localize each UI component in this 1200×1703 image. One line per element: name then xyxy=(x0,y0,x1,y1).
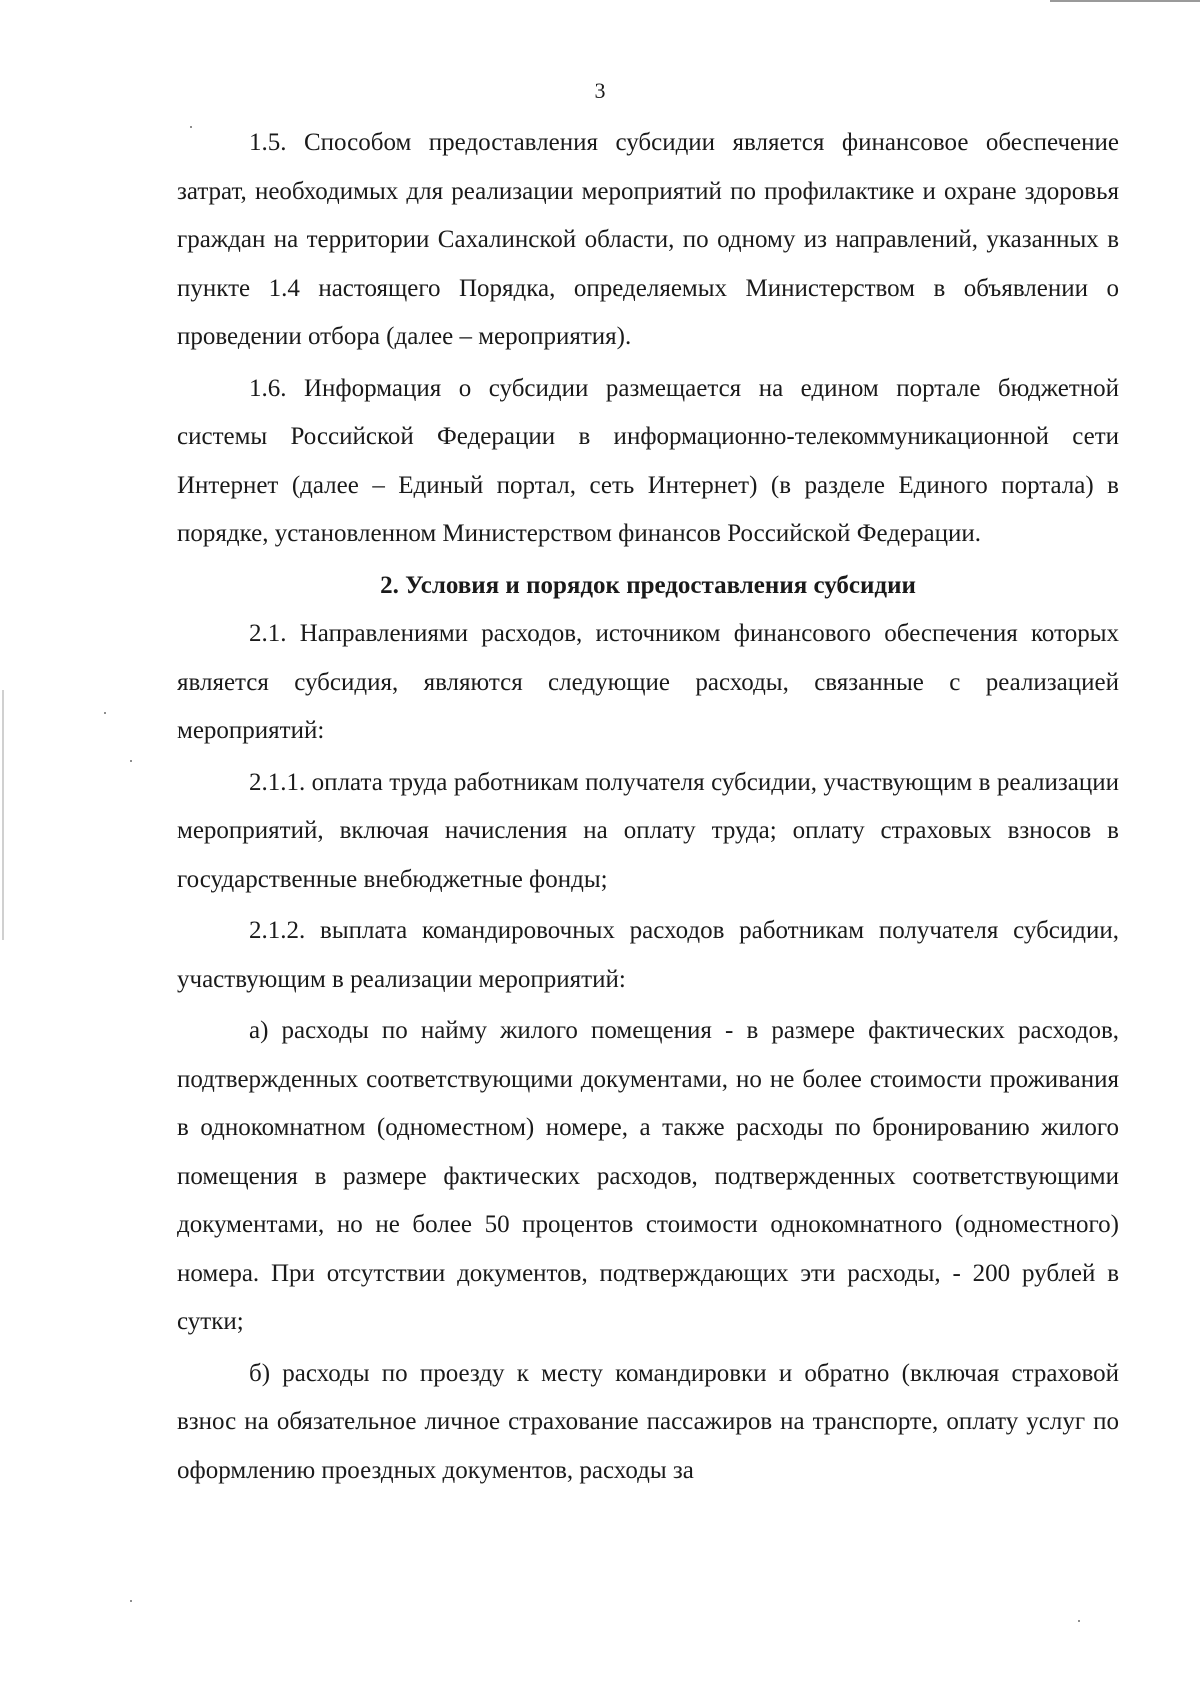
paragraph-2-1-2-a: а) расходы по найму жилого помещения - в размере фактических расходов, подтвержденных соответствующими документами, но не более стоимости проживания в однокомнатном (одноместном) номере, а также расходы по бронированию жилого помещения в размере фактических расходов, подтвержденных соответствующими документами, но не более 50 процентов стоимости однокомнатного (одноместного) номера. При отсутствии документов, подтверждающих эти расходы, - 200 рублей в сутки; xyxy=(177,1017,1119,1335)
paragraph-2-1-1: 2.1.1. оплата труда работникам получателя субсидии, участвующим в реализации мероприятий, включая начисления на оплату труда; оплату страховых взносов в государственные внебюджетные фонды; xyxy=(177,768,1119,893)
scan-speck xyxy=(130,760,132,762)
scan-speck xyxy=(104,712,106,714)
scan-edge-line xyxy=(1050,0,1200,2)
paragraph-2-1-2: 2.1.2. выплата командировочных расходов работникам получателя субсидии, участвующим в реализации мероприятий: xyxy=(177,917,1119,993)
section-heading: 2. Условия и порядок предоставления субсидии xyxy=(380,571,916,599)
paragraph-1-6: 1.6. Информация о субсидии размещается на едином портале бюджетной системы Российской Федерации в информационно-телекоммуникационной сети Интернет (далее – Единый портал, сеть Интернет) (в разделе Единого портала) в порядке, установленном Министерством финансов Российской Федерации. xyxy=(177,374,1119,547)
scan-speck xyxy=(1078,1620,1080,1622)
paragraph-2-1: 2.1. Направлениями расходов, источником финансового обеспечения которых является субсидия, являются следующие расходы, связанные с реализацией мероприятий: xyxy=(177,620,1119,744)
page-number: 3 xyxy=(594,78,606,103)
document-body xyxy=(177,119,1119,1495)
paragraph-2-1-2-b: б) расходы по проезду к месту командировки и обратно (включая страховой взнос на обязательное личное страхование пассажиров на транспорте, оплату услуг по оформлению проездных документов, расходы за xyxy=(177,1359,1119,1484)
scan-margin-line xyxy=(2,690,4,940)
paragraph-1-5: 1.5. Способом предоставления субсидии является финансовое обеспечение затрат, необходимых для реализации мероприятий по профилактике и охране здоровья граждан на территории Сахалинской области, по одному из направлений, указанных в пункте 1.4 настоящего Порядка, определяемых Министерством в объявлении о проведении отбора (далее – мероприятия). xyxy=(177,129,1119,350)
scan-speck xyxy=(130,1600,132,1602)
